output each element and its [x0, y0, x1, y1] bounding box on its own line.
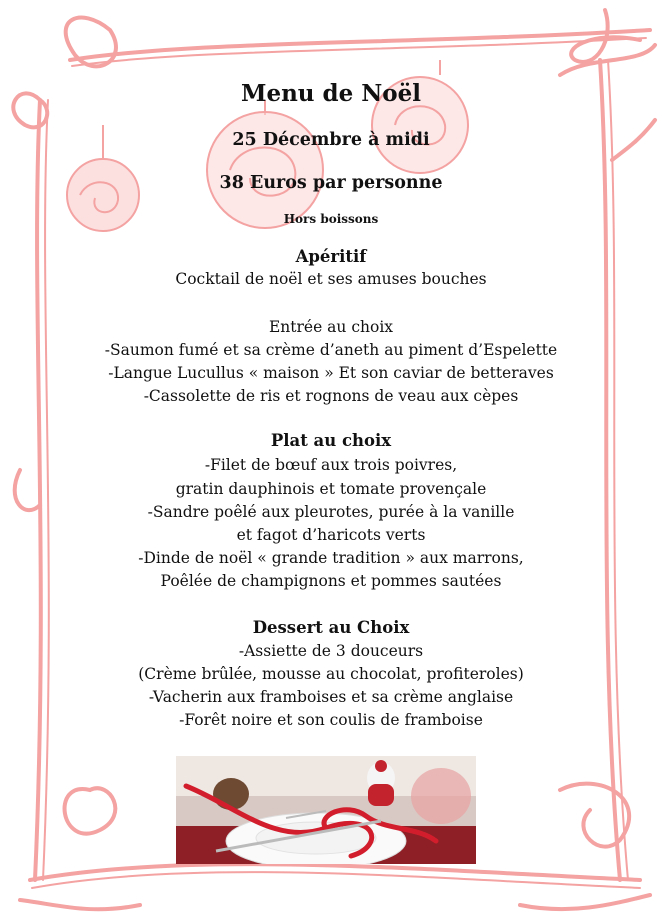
dessert-item: -Forêt noire et son coulis de framboise — [179, 711, 483, 729]
plat-item: Poêlée de champignons et pommes sautées — [160, 572, 502, 590]
menu-date: 25 Décembre à midi — [232, 130, 430, 150]
menu-title: Menu de Noël — [240, 80, 421, 107]
christmas-table-photo — [176, 756, 476, 864]
aperitif-item: Cocktail de noël et ses amuses bouches — [175, 270, 487, 288]
plat-heading: Plat au choix — [270, 431, 392, 450]
dessert-item: (Crème brûlée, mousse au chocolat, profiteroles) — [138, 665, 524, 683]
dessert-item: -Vacherin aux framboises et sa crème anglaise — [148, 688, 514, 706]
plat-item: et fagot d’haricots verts — [236, 526, 426, 544]
plat-item: gratin dauphinois et tomate provençale — [175, 480, 487, 498]
plat-item: -Dinde de noël « grande tradition » aux marrons, — [138, 549, 524, 567]
entree-heading: Entrée au choix — [268, 318, 394, 336]
plat-item: -Filet de bœuf aux trois poivres, — [204, 456, 458, 474]
aperitif-heading: Apéritif — [295, 247, 367, 266]
dessert-heading: Dessert au Choix — [252, 618, 410, 637]
dessert-item: -Assiette de 3 douceurs — [238, 642, 424, 660]
entree-item: -Saumon fumé et sa crème d’aneth au piment d’Espelette — [104, 341, 558, 359]
entree-item: -Langue Lucullus « maison » Et son caviar de betteraves — [108, 364, 554, 382]
menu-price: 38 Euros par personne — [219, 173, 443, 193]
entree-item: -Cassolette de ris et rognons de veau aux cèpes — [143, 387, 519, 405]
drinks-note: Hors boissons — [283, 212, 379, 226]
plat-item: -Sandre poêlé aux pleurotes, purée à la vanille — [147, 503, 515, 521]
